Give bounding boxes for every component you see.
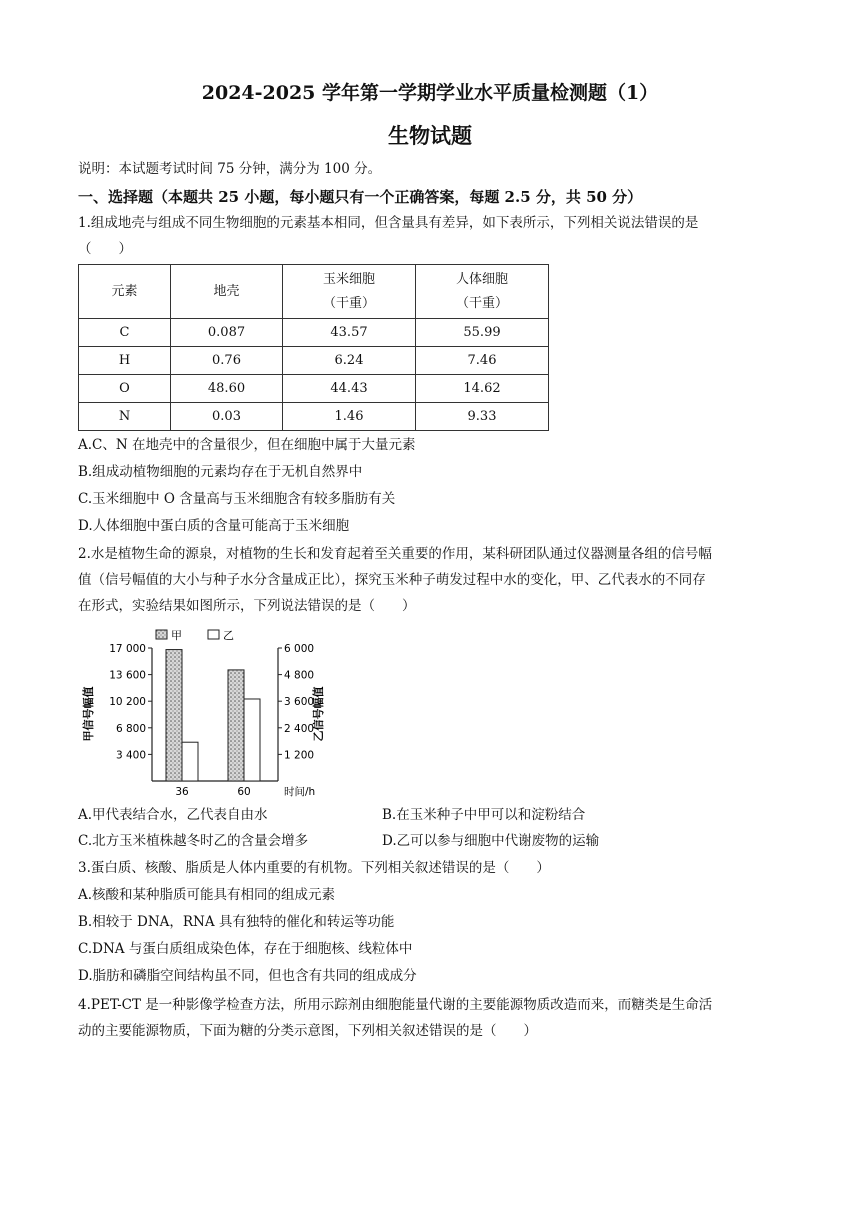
left-tick-label: 6 800	[115, 722, 146, 735]
q2-option-c: C.北方玉米植株越冬时乙的含量会增多	[78, 833, 309, 849]
table-header-cell: 玉米细胞 （干重）	[283, 265, 416, 319]
table-cell: N	[79, 403, 171, 431]
q2-stem-line1: 2.水是植物生命的源泉，对植物的生长和发育起着至关重要的作用，某科研团队通过仪器测量各组的信号幅	[78, 546, 712, 562]
table-cell: 14.62	[416, 375, 549, 403]
table-cell: 6.24	[283, 347, 416, 375]
table-cell: 43.57	[283, 319, 416, 347]
bar-yi	[244, 699, 260, 781]
table-row	[79, 319, 549, 347]
table-header-cell: 人体细胞 （干重）	[416, 265, 549, 319]
table-header-cell: 元素	[79, 265, 171, 319]
q1-option-d: D.人体细胞中蛋白质的含量可能高于玉米细胞	[78, 518, 350, 534]
x-tick-label: 36	[175, 786, 189, 798]
table-row	[79, 375, 549, 403]
table-cell: 48.60	[171, 375, 283, 403]
q4-stem-line2: 动的主要能源物质，下面为糖的分类示意图，下列相关叙述错误的是（ ）	[78, 1023, 537, 1039]
right-axis-title: 乙信号幅值	[312, 686, 325, 742]
exam-note: 说明：本试题考试时间 75 分钟，满分为 100 分。	[78, 161, 382, 177]
right-tick-label: 6 000	[284, 643, 315, 655]
q3-option-b: B.相较于 DNA，RNA 具有独特的催化和转运等功能	[78, 914, 395, 930]
q2-stem-line3: 在形式，实验结果如图所示，下列说法错误的是（ ）	[78, 598, 416, 614]
table-cell: 55.99	[416, 319, 549, 347]
table-row	[79, 403, 549, 431]
legend-label-jia: 甲	[171, 629, 182, 642]
q2-stem-line2: 值（信号幅值的大小与种子水分含量成正比），探究玉米种子萌发过程中水的变化，甲、乙代表水的不同存	[78, 572, 706, 588]
q1-option-b: B.组成动植物细胞的元素均存在于无机自然界中	[78, 464, 363, 480]
left-tick-label: 3 400	[115, 749, 146, 762]
legend-swatch-jia	[156, 630, 167, 639]
left-tick-label: 10 200	[109, 696, 146, 709]
table-header-row	[79, 265, 549, 319]
table-cell: 0.76	[171, 347, 283, 375]
x-axis-title: 时间/h	[284, 786, 316, 798]
table-cell: 7.46	[416, 347, 549, 375]
left-tick-label: 13 600	[109, 669, 146, 682]
q2-option-d: D.乙可以参与细胞中代谢废物的运输	[382, 833, 600, 849]
table-header-cell: 地壳	[171, 265, 283, 319]
table-cell: 0.087	[171, 319, 283, 347]
q3-stem: 3.蛋白质、核酸、脂质是人体内重要的有机物。下列相关叙述错误的是（ ）	[78, 860, 550, 876]
right-tick-label: 4 800	[284, 669, 315, 682]
legend-label-yi: 乙	[223, 629, 234, 642]
q1-stem-line1: 1.组成地壳与组成不同生物细胞的元素基本相同，但含量具有差异，如下表所示，下列相关说法错误的是	[78, 215, 699, 231]
table-cell: 0.03	[171, 403, 283, 431]
q1-stem-line2: （ ）	[78, 241, 132, 257]
right-tick-label: 3 600	[284, 696, 315, 709]
table-cell: O	[79, 375, 171, 403]
table-cell: C	[79, 319, 171, 347]
table-row	[79, 347, 549, 375]
q3-option-d: D.脂肪和磷脂空间结构虽不同，但也含有共同的组成成分	[78, 968, 417, 984]
q3-option-c: C.DNA 与蛋白质组成染色体，存在于细胞核、线粒体中	[78, 941, 413, 957]
bar-yi	[182, 742, 198, 781]
q1-option-c: C.玉米细胞中 O 含量高与玉米细胞含有较多脂肪有关	[78, 491, 396, 507]
bar-jia	[166, 650, 182, 781]
right-tick-label: 1 200	[284, 749, 315, 762]
table-cell: H	[79, 347, 171, 375]
q4-stem-line1: 4.PET-CT 是一种影像学检查方法，所用示踪剂由细胞能量代谢的主要能源物质改造而来，而糖类是生命活	[78, 997, 713, 1013]
q1-option-a: A.C、N 在地壳中的含量很少，但在细胞中属于大量元素	[78, 437, 416, 453]
bar-jia	[228, 670, 244, 781]
section-heading: 一、选择题（本题共 25 小题，每小题只有一个正确答案，每题 2.5 分，共 50 分）	[78, 188, 643, 206]
table-cell: 1.46	[283, 403, 416, 431]
exam-title: 2024-2025 学年第一学期学业水平质量检测题（1）	[201, 82, 659, 104]
q2-option-b: B.在玉米种子中甲可以和淀粉结合	[382, 807, 586, 823]
element-content-table	[78, 264, 549, 431]
table-cell: 9.33	[416, 403, 549, 431]
exam-subtitle: 生物试题	[388, 123, 472, 148]
water-signal-chart	[78, 628, 338, 800]
legend-swatch-yi	[208, 630, 219, 639]
right-tick-label: 2 400	[284, 722, 315, 735]
table-cell: 44.43	[283, 375, 416, 403]
left-axis-title: 甲信号幅值	[82, 686, 95, 742]
q3-option-a: A.核酸和某种脂质可能具有相同的组成元素	[78, 887, 336, 903]
q2-option-a: A.甲代表结合水，乙代表自由水	[78, 807, 268, 823]
left-tick-label: 17 000	[109, 643, 146, 655]
x-tick-label: 60	[237, 786, 251, 798]
